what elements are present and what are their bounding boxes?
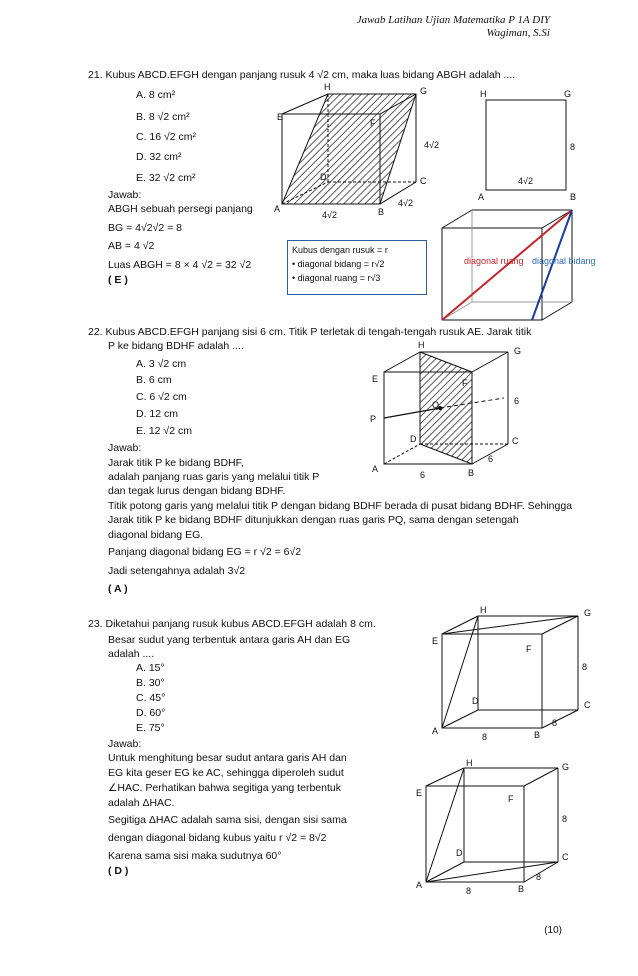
q22-option-d: D. 12 cm: [136, 408, 179, 420]
q23-option-e: E. 75°: [136, 722, 165, 734]
label-diagonal-bidang: diagonal bidang: [532, 256, 596, 266]
q23-fig2-label-a: A: [416, 880, 423, 890]
q21-label-e: E: [277, 112, 284, 122]
q22-option-b: B. 6 cm: [136, 374, 172, 386]
q22-answer-line: ( A ): [108, 583, 128, 595]
q23-cube-figure-1: [428, 604, 598, 742]
q21-label-g: G: [420, 86, 428, 96]
q22-answer-line: Jadi setengahnya adalah 3√2: [108, 565, 246, 577]
q22-label-f: F: [462, 378, 468, 388]
q23-option-b: B. 30°: [136, 677, 165, 689]
q23-fig1-label-side: 8: [482, 732, 488, 742]
q23-fig2-label-d: D: [456, 848, 463, 858]
q23-answer-line: Untuk menghitung besar sudut antara garis AH dan: [108, 752, 347, 764]
header-author: Wagiman, S.Si: [486, 27, 550, 39]
q22-label-d: D: [410, 434, 417, 444]
q21-square-label-h: H: [480, 89, 487, 99]
q21-answer-line: Luas ABGH = 8 × 4 √2 = 32 √2: [108, 259, 252, 271]
q22-answer-line: Jarak titik P ke bidang BDHF ditunjukkan dengan ruas garis PQ, sama dengan setengah: [108, 514, 519, 526]
q23-option-a: A. 15°: [136, 662, 165, 674]
q21-answer-line: Jawab:: [108, 189, 142, 201]
formula-item-diagonal-ruang: • diagonal ruang = r√3: [292, 273, 381, 283]
q21-option-b: B. 8 √2 cm²: [136, 111, 190, 123]
q22-option-a: A. 3 √2 cm: [136, 358, 187, 370]
q23-fig2-label-e: E: [416, 788, 423, 798]
q21-label-h: H: [324, 82, 331, 92]
formula-item-text: diagonal bidang = r√2: [297, 259, 385, 269]
q21-option-d: D. 32 cm²: [136, 151, 182, 163]
q23-fig1-label-c: C: [584, 700, 591, 710]
formula-item-text: diagonal ruang = r√3: [297, 273, 381, 283]
q23-answer-line: Jawab:: [108, 738, 142, 750]
q21-square-label-g: G: [564, 89, 572, 99]
formula-item-diagonal-bidang: • diagonal bidang = r√2: [292, 259, 385, 269]
q21-square-label-b: B: [570, 192, 577, 202]
q21-answer-line: ABGH sebuah persegi panjang: [108, 203, 253, 215]
q22-label-b: B: [468, 468, 475, 478]
q23-option-d: D. 60°: [136, 707, 166, 719]
q21-square-figure: [474, 88, 582, 206]
q23-question: 23. Diketahui panjang rusuk kubus ABCD.EFGH adalah 8 cm.: [88, 618, 376, 630]
q23-fig1-label-f: F: [526, 644, 532, 654]
q23-fig1-label-b: B: [534, 730, 541, 740]
q23-answer-line: dengan diagonal bidang kubus yaitu r √2 = 8√2: [108, 832, 327, 844]
q22-question: P ke bidang BDHF adalah ....: [108, 340, 244, 352]
q23-answer-line: ∠HAC. Perhatikan bahwa segitiga yang terbentuk: [108, 782, 341, 794]
q23-fig1-label-e: E: [432, 636, 439, 646]
q21-option-a: A. 8 cm²: [136, 89, 176, 101]
q21-option-c: C. 16 √2 cm²: [136, 131, 197, 143]
q22-answer-line: Panjang diagonal bidang EG = r √2 = 6√2: [108, 546, 302, 558]
cube-formula-box: [287, 240, 427, 295]
q23-answer-line: Segitiga ΔHAC adalah sama sisi, dengan sisi sama: [108, 814, 347, 826]
q21-label-b: B: [378, 207, 385, 217]
q21-label-side: 4√2: [322, 210, 337, 220]
q23-answer-line: adalah ΔHAC.: [108, 797, 175, 809]
q22-label-h: H: [418, 340, 425, 350]
q21-label-f: F: [370, 118, 376, 128]
q22-option-c: C. 6 √2 cm: [136, 391, 187, 403]
q23-fig2-label-side: 8: [466, 886, 472, 896]
q22-label-g: G: [514, 346, 522, 356]
page-number: (10): [544, 925, 562, 936]
q21-question: 21. Kubus ABCD.EFGH dengan panjang rusuk 4 √2 cm, maka luas bidang ABGH adalah ....: [88, 69, 516, 81]
q23-cube-figure-2: [412, 758, 582, 896]
q23-fig1-label-d: D: [472, 696, 479, 706]
q22-label-side: 6: [420, 470, 426, 480]
formula-box-title: Kubus dengan rusuk = r: [292, 245, 388, 255]
q21-answer-line: BG = 4√2√2 = 8: [108, 222, 182, 234]
q22-label-side: 6: [488, 454, 494, 464]
q23-fig2-label-f: F: [508, 794, 514, 804]
label-diagonal-ruang: diagonal ruang: [464, 256, 524, 266]
q21-option-e: E. 32 √2 cm²: [136, 172, 196, 184]
q23-fig1-label-h: H: [480, 605, 487, 615]
q23-fig1-label-a: A: [432, 726, 439, 736]
q22-answer-line: Jawab:: [108, 442, 142, 454]
q21-answer-line: ( E ): [108, 274, 128, 286]
q21-answer-line: AB = 4 √2: [108, 240, 155, 252]
q21-square-label-a: A: [478, 192, 485, 202]
q23-fig1-label-side: 8: [582, 662, 588, 672]
q23-fig2-label-h: H: [466, 758, 473, 768]
q23-question: Besar sudut yang terbentuk antara garis AH dan EG: [108, 634, 351, 646]
q23-fig1-label-side: 8: [552, 718, 558, 728]
q22-label-a: A: [372, 464, 379, 474]
q22-cube-figure: [364, 338, 534, 486]
q23-fig2-label-b: B: [518, 884, 525, 894]
q22-label-p: P: [370, 414, 377, 424]
q23-answer-line: ( D ): [108, 865, 129, 877]
q23-fig1-label-g: G: [584, 608, 592, 618]
header-title: Jawab Latihan Ujian Matematika P 1A DIY: [356, 14, 550, 26]
diagonal-cube-figure: [436, 206, 596, 326]
q21-label-c: C: [420, 176, 427, 186]
q22-label-q: Q: [432, 400, 440, 410]
q21-square-label-side: 8: [570, 142, 576, 152]
q22-answer-line: Titik potong garis yang melalui titik P dengan bidang BDHF berada di pusat bidang BDHF. Sehingga: [108, 500, 573, 512]
q23-answer-line: EG kita geser EG ke AC, sehingga diperoleh sudut: [108, 767, 344, 779]
q23-fig2-label-c: C: [562, 852, 569, 862]
q21-label-side: 4√2: [398, 198, 413, 208]
page-header: [357, 14, 550, 40]
q22-option-e: E. 12 √2 cm: [136, 425, 192, 437]
q23-fig2-label-g: G: [562, 762, 570, 772]
q23-question: adalah ....: [108, 648, 155, 660]
q22-answer-line: dan tegak lurus dengan bidang BDHF.: [108, 485, 286, 497]
q22-label-c: C: [512, 436, 519, 446]
q21-label-a: A: [274, 204, 281, 214]
q21-label-side: 4√2: [424, 140, 439, 150]
q21-square-label-side: 4√2: [518, 176, 533, 186]
q22-label-e: E: [372, 374, 379, 384]
q21-cube-figure: [274, 82, 456, 222]
q22-question: 22. Kubus ABCD.EFGH panjang sisi 6 cm. Titik P terletak di tengah-tengah rusuk AE. Jarak titik: [88, 326, 532, 338]
q23-fig2-label-side: 8: [536, 872, 542, 882]
q22-answer-line: diagonal bidang EG.: [108, 529, 204, 541]
q23-fig2-label-side: 8: [562, 814, 568, 824]
q23-option-c: C. 45°: [136, 692, 166, 704]
q21-label-d: D: [320, 172, 327, 182]
q22-label-side: 6: [514, 396, 520, 406]
q22-answer-line: adalah panjang ruas garis yang melalui titik P: [108, 471, 320, 483]
q23-answer-line: Karena sama sisi maka sudutnya 60°: [108, 850, 282, 862]
q22-answer-line: Jarak titik P ke bidang BDHF,: [108, 457, 244, 469]
